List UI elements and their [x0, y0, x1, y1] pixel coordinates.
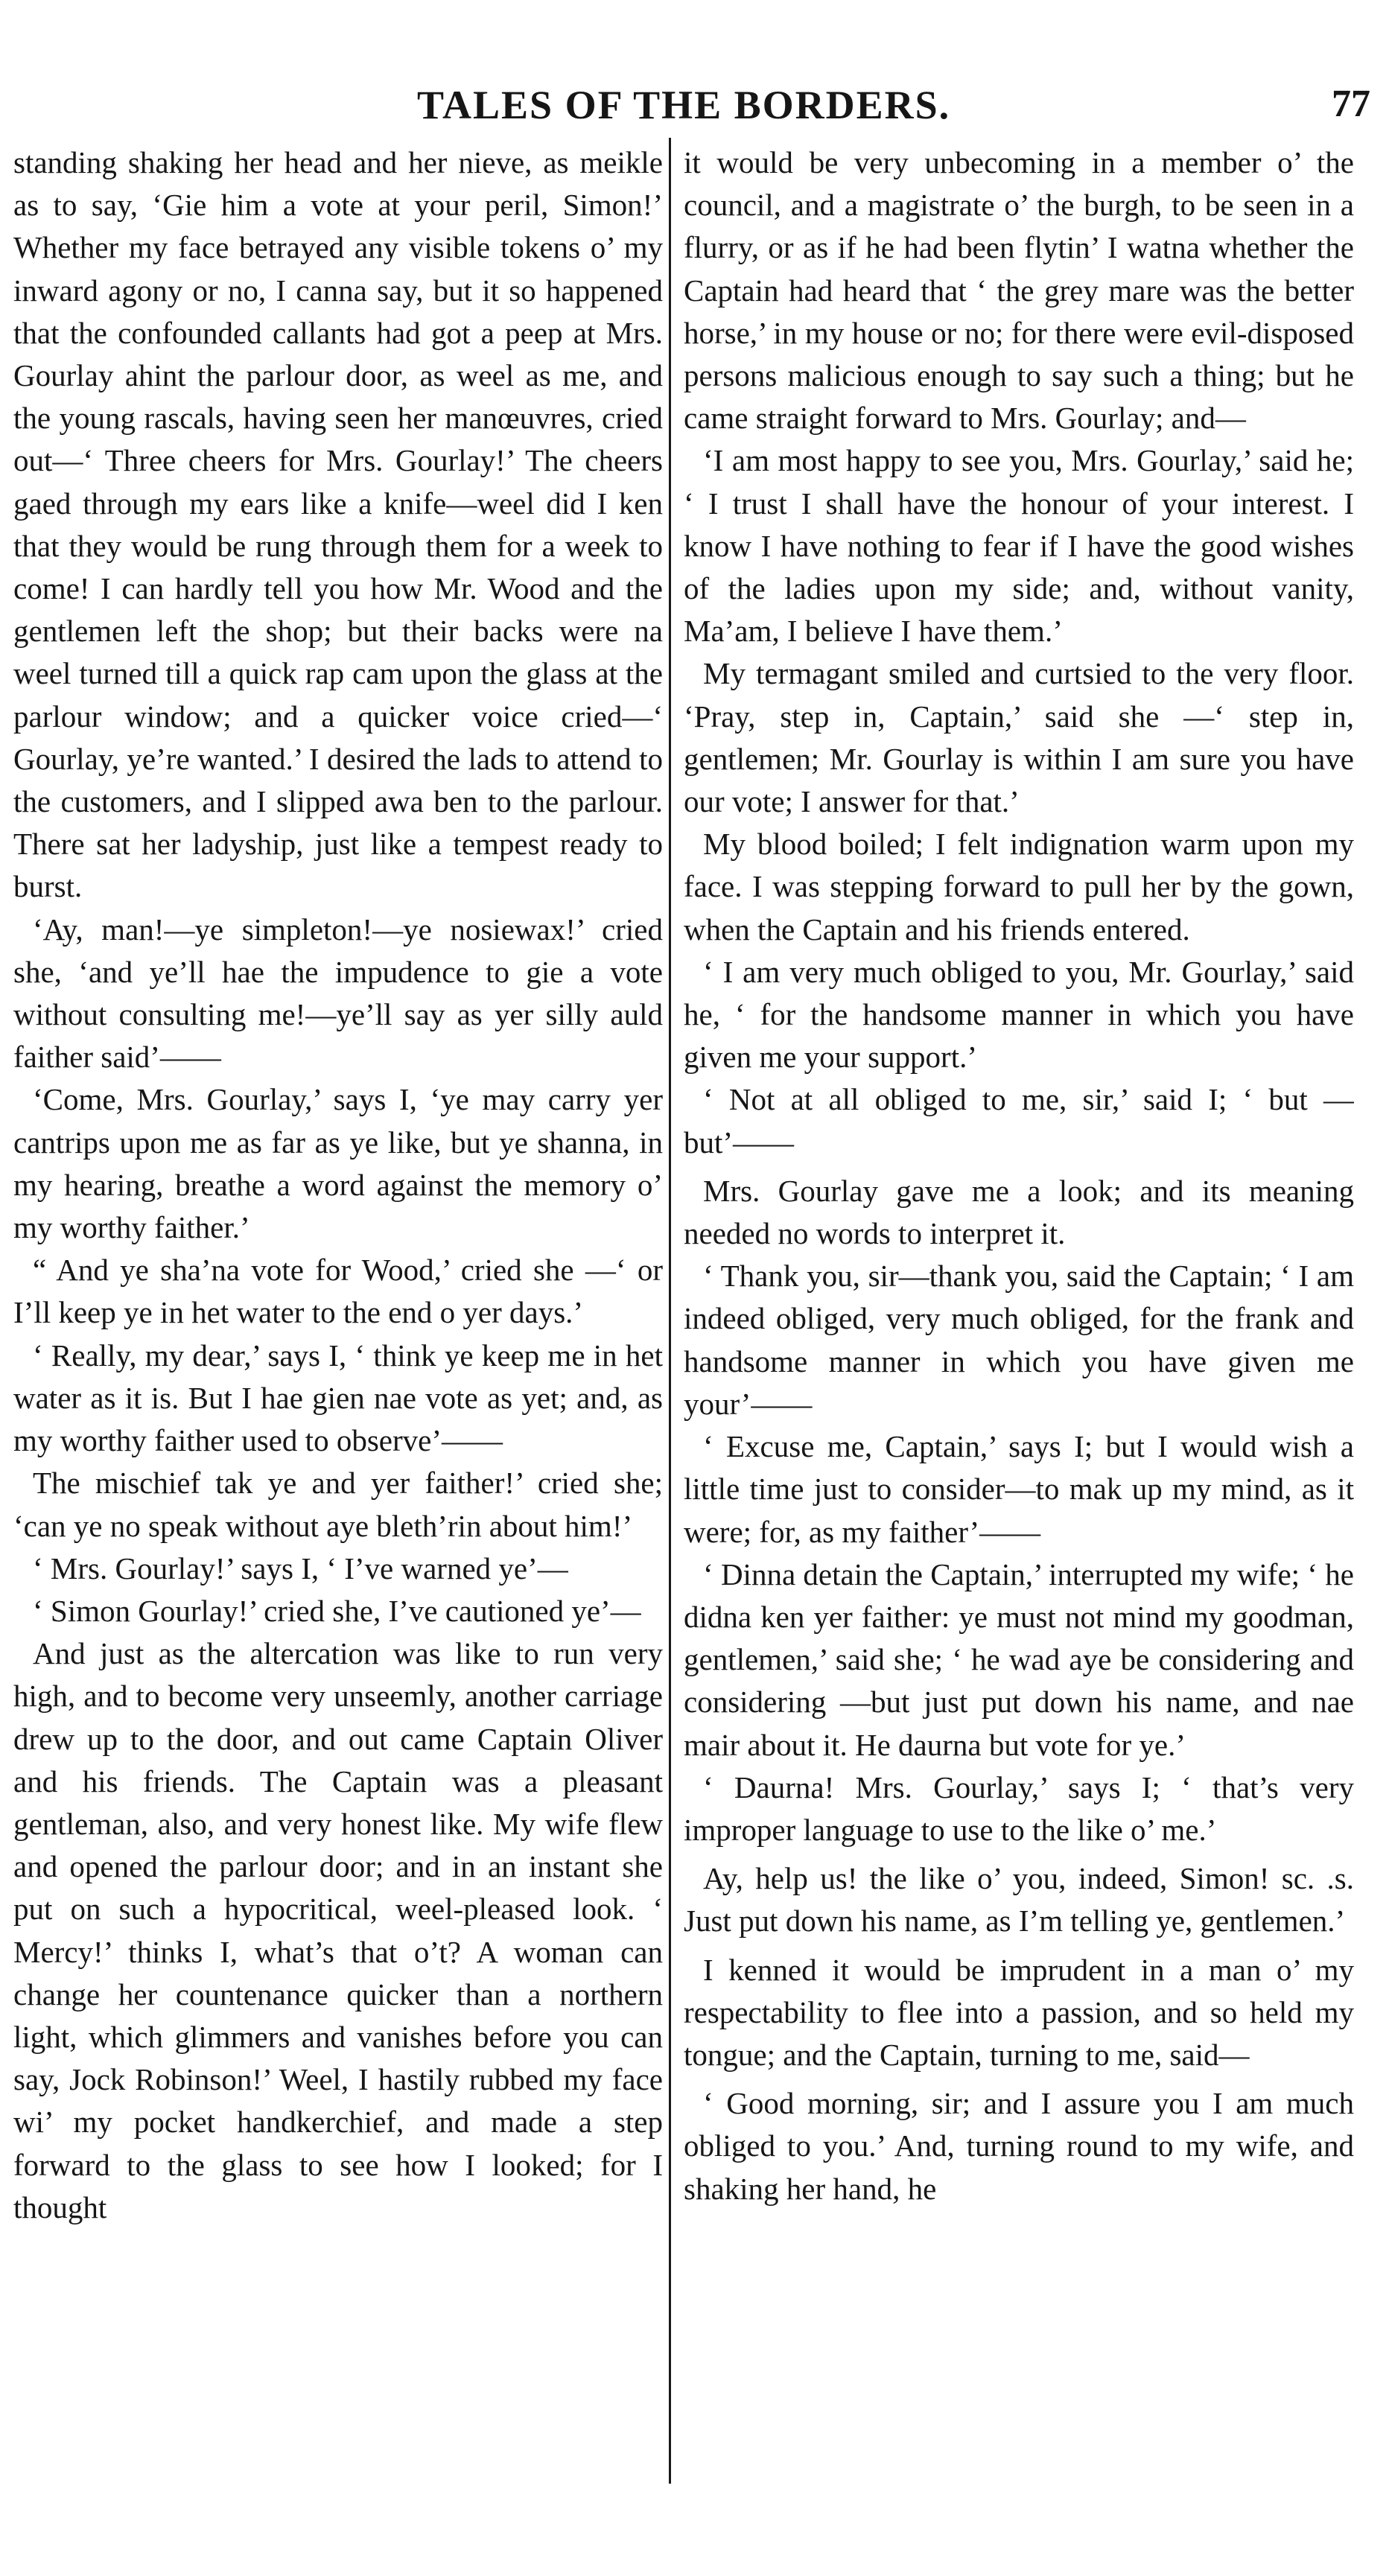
paragraph: ‘ Simon Gourlay!’ cried she, I’ve cautioned ye’—	[33, 1593, 641, 1628]
paragraph: ‘I am most happy to see you, Mrs. Gourlay,’ said he; ‘ I trust I shall have the honour of your interest. I know I have nothing to fear if I have the good wishes of the ladies upon my side; and, without vanity, Ma’am, I believe I have them.’	[684, 443, 1354, 649]
right-column	[684, 141, 1354, 2532]
paragraph: standing shaking her head and her nieve, as meikle as to say, ‘Gie him a vote at your peril, Simon!’ Whether my face betrayed any visible tokens o’ my inward agony or no, I canna say, but it so happened that the confounded callants had got a peep at Mrs. Gourlay ahint the parlour door, as weel as me, and the young rascals, having seen her manœuvres, cried out—‘ Three cheers for Mrs. Gourlay!’ The cheers gaed through my ears like a knife—weel did I ken that they would be rung through them for a week to come! I can hardly tell you how Mr. Wood and the gentlemen left the shop; but their backs were na weel turned till a quick rap cam upon the glass at the parlour window; and a quicker voice cried—‘ Gourlay, ye’re wanted.’ I desired the lads to attend to the customers, and I slipped awa ben to the parlour. There sat her ladyship, just like a tempest ready to burst.	[13, 145, 663, 904]
paragraph: ‘Come, Mrs. Gourlay,’ says I, ‘ye may carry yer cantrips upon me as far as ye like, but ye shanna, in my hearing, breathe a word against the memory o’ my worthy faither.’	[13, 1082, 663, 1245]
paragraph: ‘ Good morning, sir; and I assure you I am much obliged to you.’ And, turning round to my wife, and shaking her hand, he	[684, 2086, 1354, 2206]
page-number: 77	[1332, 83, 1370, 125]
paragraph: “ And ye sha’na vote for Wood,’ cried she —‘ or I’ll keep ye in het water to the end o yer days.’	[13, 1253, 663, 1330]
paragraph: ‘ Dinna detain the Captain,’ interrupted my wife; ‘ he didna ken yer faither: ye must not mind my goodman, gentlemen,’ said she; ‘ he wad aye be considering and considering —but just put down his name, and nae mair about it. He daurna but vote for ye.’	[684, 1556, 1354, 1762]
paragraph: ‘ Excuse me, Captain,’ says I; but I would wish a little time just to consider—to mak up my mind, as it were; for, as my faither’——	[684, 1429, 1354, 1549]
paragraph: My termagant smiled and curtsied to the very floor. ‘Pray, step in, Captain,’ said she —‘ step in, gentlemen; Mr. Gourlay is within I am sure you have our vote; I answer for that.’	[684, 656, 1354, 819]
paragraph: ‘ Daurna! Mrs. Gourlay,’ says I; ‘ that’s very improper language to use to the like o’ me.’	[684, 1769, 1354, 1847]
page-header	[0, 82, 1389, 134]
paragraph: I kenned it would be imprudent in a man o’ my respectability to flee into a passion, and so held my tongue; and the Captain, turning to me, said—	[684, 1952, 1354, 2072]
paragraph: Ay, help us! the like o’ you, indeed, Simon! sc. .s. Just put down his name, as I’m telling ye, gentlemen.’	[684, 1861, 1354, 1939]
column-divider	[669, 138, 671, 2484]
paragraph: ‘ I am very much obliged to you, Mr. Gourlay,’ said he, ‘ for the handsome manner in which you have given me your support.’	[684, 954, 1354, 1075]
paragraph: My blood boiled; I felt indignation warm upon my face. I was stepping forward to pull her by the gown, when the Captain and his friends entered.	[684, 827, 1354, 947]
paragraph: Mrs. Gourlay gave me a look; and its meaning needed no words to interpret it.	[684, 1173, 1354, 1251]
paragraph: ‘ Mrs. Gourlay!’ says I, ‘ I’ve warned ye’—	[33, 1551, 568, 1586]
paragraph: The mischief tak ye and yer faither!’ cried she; ‘can ye no speak without aye bleth’rin about him!’	[13, 1466, 663, 1543]
left-column	[13, 141, 663, 2532]
paragraph: ‘ Really, my dear,’ says I, ‘ think ye keep me in het water as it is. But I hae gien nae vote as yet; and, as my worthy faither used to observe’——	[13, 1338, 663, 1458]
paragraph: ‘ Thank you, sir—thank you, said the Captain; ‘ I am indeed obliged, very much obliged, for the frank and handsome manner in which you have given me your’——	[684, 1259, 1354, 1421]
paragraph: it would be very unbecoming in a member o’ the council, and a magistrate o’ the burgh, to be seen in a flurry, or as if he had been flytin’ I watna whether the Captain had heard that ‘ the grey mare was the better horse,’ in my house or no; for there were evil-disposed persons malicious enough to say such a thing; but he came straight forward to Mrs. Gourlay; and—	[684, 145, 1354, 436]
running-title: TALES OF THE BORDERS.	[417, 83, 951, 127]
paragraph: ‘Ay, man!—ye simpleton!—ye nosiewax!’ cried she, ‘and ye’ll hae the impudence to gie a vote without consulting me!—ye’ll say as yer silly auld faither said’——	[13, 912, 663, 1075]
paragraph: ‘ Not at all obliged to me, sir,’ said I; ‘ but —but’——	[684, 1082, 1354, 1160]
paragraph: And just as the altercation was like to run very high, and to become very unseemly, another carriage drew up to the door, and out came Captain Oliver and his friends. The Captain was a pleasant gentleman, also, and very honest like. My wife flew and opened the parlour door; and in an instant she put on such a hypocritical, weel-pleased look. ‘ Mercy!’ thinks I, what’s that o’t? A woman can change her countenance quicker than a northern light, which glimmers and vanishes before you can say, Jock Robinson!’ Weel, I hastily rubbed my face wi’ my pocket handkerchief, and made a step forward to the glass to see how I looked; for I thought	[13, 1636, 663, 2224]
